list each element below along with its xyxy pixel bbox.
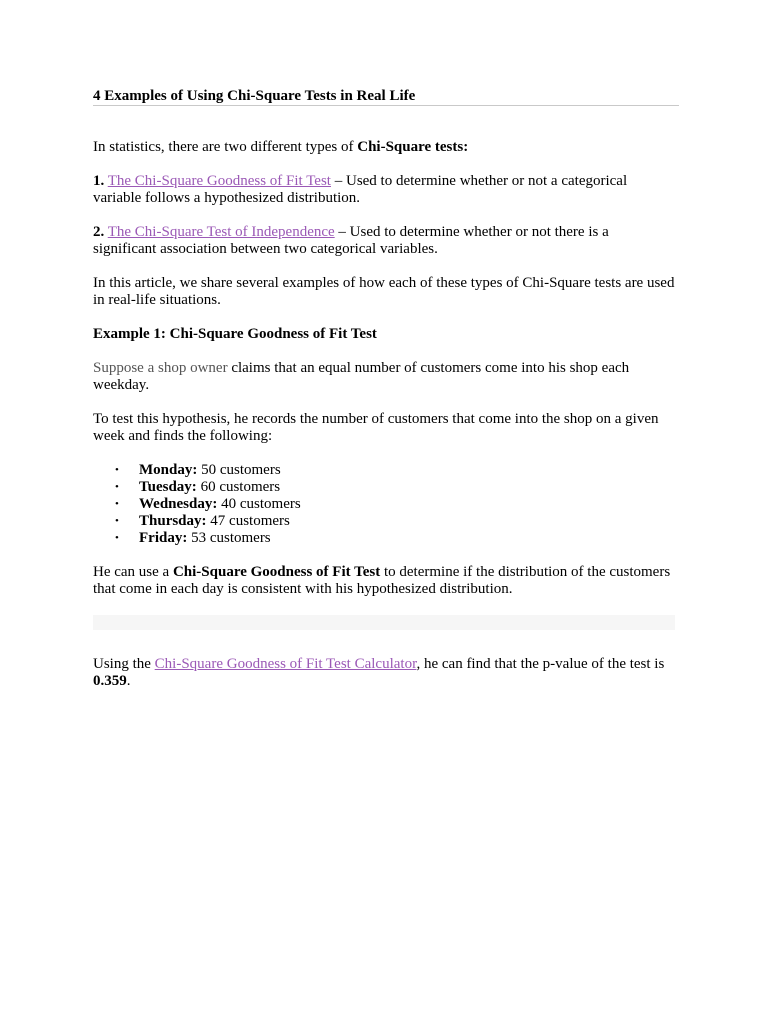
day-label: Tuesday: bbox=[139, 479, 197, 495]
example-1-heading: Example 1: Chi-Square Goodness of Fit Test bbox=[93, 326, 377, 342]
intro-bold: Chi-Square tests: bbox=[357, 139, 469, 155]
day-value: 47 customers bbox=[206, 513, 290, 529]
type-2-description: – Used to determine whether or not there is a significant association between two categorical variables. bbox=[93, 224, 609, 257]
bullet-icon: • bbox=[115, 532, 119, 544]
page-title: 4 Examples of Using Chi-Square Tests in Real Life bbox=[93, 88, 679, 106]
bullet-icon: • bbox=[115, 464, 119, 476]
type-1-description: – Used to determine whether or not a categorical variable follows a hypothesized distribution. bbox=[93, 173, 628, 206]
type-2-number: 2. bbox=[93, 224, 105, 240]
test-paragraph: To test this hypothesis, he records the number of customers that come into the shop on a given week and finds the following: bbox=[93, 411, 659, 444]
use-test-paragraph bbox=[93, 564, 675, 598]
day-label: Thursday: bbox=[139, 513, 207, 529]
type-1-paragraph bbox=[93, 173, 675, 207]
article-intro-paragraph: In this article, we share several examples of how each of these types of Chi-Square tests are used in real-life situations. bbox=[93, 275, 675, 308]
list-item bbox=[115, 496, 680, 513]
list-item bbox=[115, 513, 680, 530]
day-value: 50 customers bbox=[197, 462, 281, 478]
p-value: 0.359 bbox=[93, 673, 127, 689]
bullet-icon: • bbox=[115, 498, 119, 510]
claim-paragraph bbox=[93, 360, 675, 394]
intro-paragraph bbox=[93, 139, 675, 156]
day-value: 60 customers bbox=[196, 479, 281, 495]
list-item bbox=[115, 462, 680, 479]
content-divider bbox=[93, 615, 675, 630]
type-1-number: 1. bbox=[93, 173, 105, 189]
calc-end: . bbox=[126, 673, 131, 689]
use-suffix: to determine if the distribution of the customers that come in each day is consistent with his hypothesized distribution. bbox=[93, 564, 671, 597]
use-prefix: He can use a bbox=[93, 564, 173, 580]
intro-text: In statistics, there are two different types of bbox=[93, 139, 358, 155]
day-label: Wednesday: bbox=[139, 496, 218, 512]
day-label: Friday: bbox=[139, 530, 188, 546]
bullet-icon: • bbox=[115, 515, 119, 527]
list-item bbox=[115, 530, 680, 547]
calc-middle: , he can find that the p-value of the test is bbox=[416, 656, 665, 672]
customer-count-list bbox=[93, 462, 680, 547]
independence-test-link[interactable]: The Chi-Square Test of Independence bbox=[107, 224, 335, 240]
claim-text: claims that an equal number of customers come into his shop each weekday. bbox=[93, 360, 630, 393]
claim-muted-text: Suppose a shop owner bbox=[93, 360, 228, 376]
day-value: 40 customers bbox=[217, 496, 301, 512]
calculator-paragraph bbox=[93, 656, 675, 690]
calculator-link[interactable]: Chi-Square Goodness of Fit Test Calculator bbox=[154, 656, 417, 672]
type-2-paragraph bbox=[93, 224, 675, 258]
use-bold: Chi-Square Goodness of Fit Test bbox=[172, 564, 381, 580]
goodness-of-fit-link[interactable]: The Chi-Square Goodness of Fit Test bbox=[107, 173, 331, 189]
bullet-icon: • bbox=[115, 481, 119, 493]
list-item bbox=[115, 479, 680, 496]
day-value: 53 customers bbox=[187, 530, 271, 546]
day-label: Monday: bbox=[139, 462, 198, 478]
calc-prefix: Using the bbox=[93, 656, 155, 672]
